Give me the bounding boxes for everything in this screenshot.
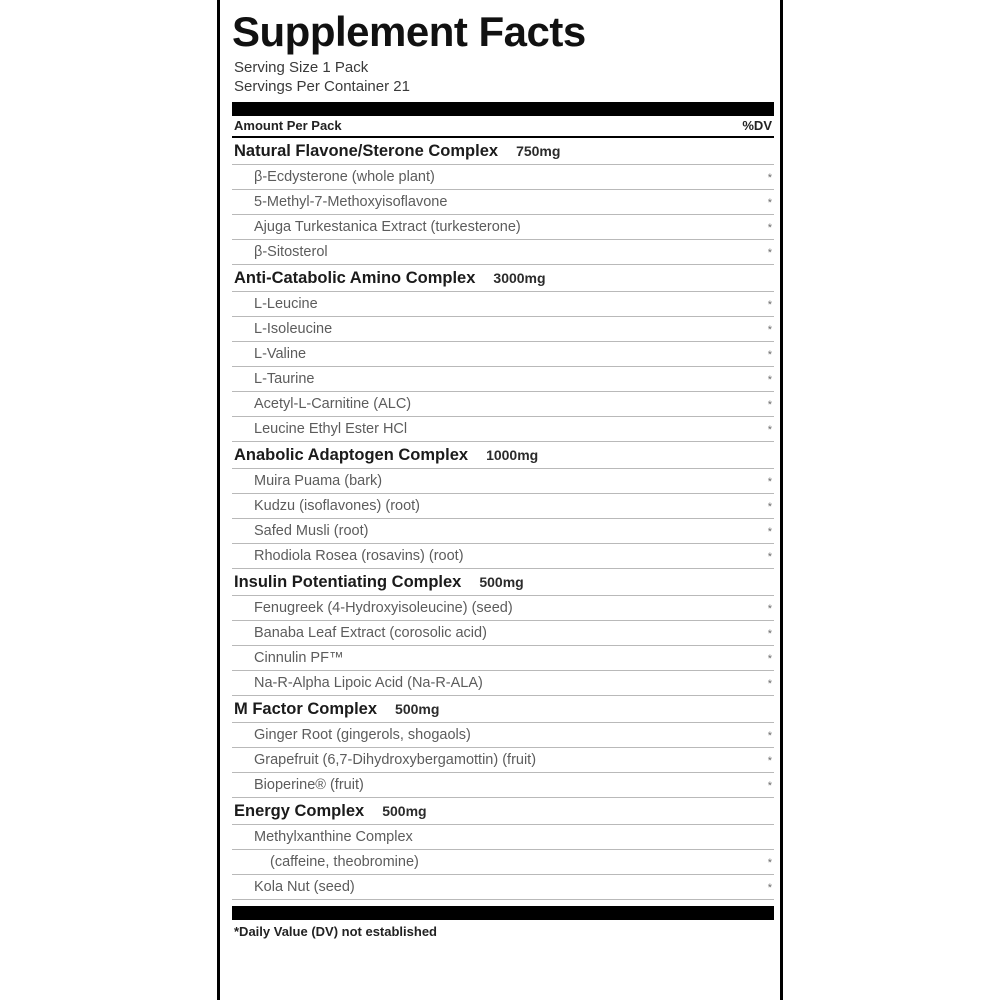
ingredient-row (232, 519, 774, 543)
ingredient-name: L-Leucine (254, 296, 318, 312)
ingredient-row (232, 723, 774, 747)
ingredient-group-row (232, 798, 774, 824)
ingredient-group-row (232, 569, 774, 595)
ingredient-group-amount: 500mg (382, 803, 427, 819)
ingredient-row (232, 342, 774, 366)
ingredient-name: Kudzu (isoflavones) (root) (254, 498, 421, 514)
ingredient-daily-value: * (767, 374, 772, 386)
ingredient-row (232, 825, 774, 849)
ingredient-daily-value: * (767, 197, 772, 209)
ingredient-group-row (232, 265, 774, 291)
ingredient-daily-value: * (767, 780, 772, 792)
ingredient-daily-value: * (767, 247, 772, 259)
ingredient-row (232, 850, 774, 874)
ingredient-daily-value: * (767, 222, 772, 234)
ingredient-daily-value: * (767, 476, 772, 488)
ingredient-daily-value: * (767, 324, 772, 336)
ingredient-row (232, 621, 774, 645)
footnote: *Daily Value (DV) not established (234, 924, 437, 939)
ingredient-name: Muira Puama (bark) (254, 473, 383, 489)
ingredient-row (232, 469, 774, 493)
ingredient-daily-value: * (767, 551, 772, 563)
amount-header-row (232, 116, 774, 136)
ingredient-daily-value: * (767, 526, 772, 538)
ingredient-row (232, 417, 774, 441)
ingredient-name: L-Valine (254, 346, 307, 362)
ingredient-daily-value: * (767, 172, 772, 184)
ingredient-name: Cinnulin PF™ (254, 650, 344, 666)
ingredient-row (232, 190, 774, 214)
ingredient-name: Safed Musli (root) (254, 523, 369, 539)
label-content (232, 8, 774, 992)
amount-per-pack-label: Amount Per Pack (234, 118, 342, 133)
thick-divider-top (232, 102, 774, 116)
ingredient-name: β-Sitosterol (254, 244, 328, 260)
ingredient-name: Kola Nut (seed) (254, 879, 355, 895)
ingredient-group-amount: 3000mg (493, 270, 546, 286)
ingredient-group-amount: 500mg (479, 574, 524, 590)
ingredient-row (232, 292, 774, 316)
ingredient-group-amount: 1000mg (486, 447, 539, 463)
ingredient-daily-value: * (767, 628, 772, 640)
ingredient-name: β-Ecdysterone (whole plant) (254, 169, 435, 185)
ingredient-daily-value: * (767, 399, 772, 411)
supplement-facts-panel (217, 0, 783, 1000)
ingredient-row (232, 748, 774, 772)
serving-size: Serving Size 1 Pack (234, 59, 369, 76)
ingredient-name: Ginger Root (gingerols, shogaols) (254, 727, 471, 743)
ingredient-row (232, 240, 774, 264)
ingredient-daily-value: * (767, 349, 772, 361)
ingredient-group-row (232, 442, 774, 468)
ingredient-row (232, 646, 774, 670)
ingredient-name: Methylxanthine Complex (254, 829, 413, 845)
ingredient-daily-value: * (767, 755, 772, 767)
ingredient-name: Leucine Ethyl Ester HCl (254, 421, 408, 437)
ingredient-row (232, 494, 774, 518)
ingredient-group-amount: 750mg (516, 143, 561, 159)
ingredient-row (232, 875, 774, 899)
ingredient-name: 5-Methyl-7-Methoxyisoflavone (254, 194, 448, 210)
ingredient-group-name: Insulin Potentiating Complex (234, 573, 462, 591)
ingredient-group-name: Anabolic Adaptogen Complex (234, 446, 469, 464)
page-title: Supplement Facts (232, 8, 586, 55)
ingredient-group-name: Anti-Catabolic Amino Complex (234, 269, 476, 287)
ingredient-daily-value: * (767, 882, 772, 894)
ingredient-row (232, 544, 774, 568)
ingredient-name: Na-R-Alpha Lipoic Acid (Na-R-ALA) (254, 675, 483, 691)
ingredient-daily-value: * (767, 653, 772, 665)
ingredient-daily-value: * (767, 678, 772, 690)
ingredient-name: Rhodiola Rosea (rosavins) (root) (254, 548, 464, 564)
ingredient-daily-value: * (767, 730, 772, 742)
ingredient-daily-value: * (767, 424, 772, 436)
ingredient-row (232, 215, 774, 239)
ingredient-daily-value: * (767, 501, 772, 513)
ingredient-name: (caffeine, theobromine) (270, 854, 419, 870)
daily-value-header: %DV (742, 118, 772, 133)
ingredient-name: Banaba Leaf Extract (corosolic acid) (254, 625, 487, 641)
thick-divider-bottom (232, 906, 774, 920)
ingredient-group-row (232, 138, 774, 164)
ingredient-daily-value: * (767, 857, 772, 869)
ingredient-name: Ajuga Turkestanica Extract (turkesterone) (254, 219, 521, 235)
ingredient-name: Fenugreek (4-Hydroxyisoleucine) (seed) (254, 600, 513, 616)
ingredient-name: Grapefruit (6,7-Dihydroxybergamottin) (fruit) (254, 752, 537, 768)
ingredient-name: Acetyl-L-Carnitine (ALC) (254, 396, 412, 412)
ingredient-table (232, 138, 774, 900)
ingredient-name: L-Taurine (254, 371, 315, 387)
ingredient-row (232, 773, 774, 797)
ingredient-group-name: Natural Flavone/Sterone Complex (234, 142, 499, 160)
ingredient-row (232, 392, 774, 416)
ingredient-group-row (232, 696, 774, 722)
ingredient-row (232, 317, 774, 341)
ingredient-name: Bioperine® (fruit) (254, 777, 364, 793)
ingredient-row (232, 596, 774, 620)
ingredient-group-amount: 500mg (395, 701, 440, 717)
ingredient-name: L-Isoleucine (254, 321, 333, 337)
ingredient-group-name: Energy Complex (234, 802, 365, 820)
row-divider (232, 899, 774, 900)
servings-per-container: Servings Per Container 21 (234, 78, 410, 95)
ingredient-row (232, 671, 774, 695)
ingredient-row (232, 367, 774, 391)
ingredient-group-name: M Factor Complex (234, 700, 378, 718)
ingredient-row (232, 165, 774, 189)
ingredient-daily-value: * (767, 603, 772, 615)
ingredient-daily-value: * (767, 299, 772, 311)
